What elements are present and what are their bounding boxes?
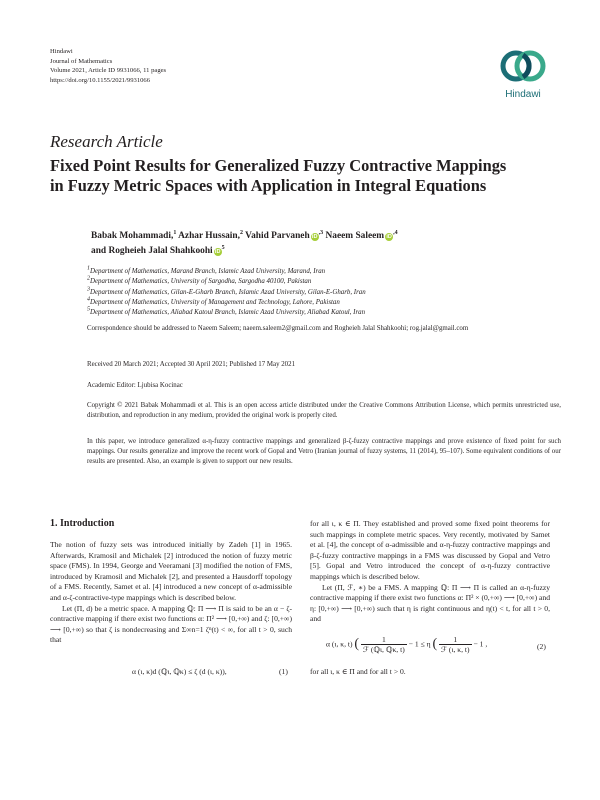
- eq2-numerator-b: 1: [439, 635, 472, 645]
- affiliation-list: [87, 267, 366, 318]
- right-paragraph-1: for all ι, κ ∈ Π. They established and proved some fixed point theorems for such mappings in complete metric spaces. Very recently, motivated by Samet et al. [4], the concept of α-admissible and α-η-fuzzy contractive mappings and β-ζ-fuzzy contractive mappings in a FMS was discussed by Gopal and Vetro [5]. Gopal and Vetro introduced the concept of α-η-fuzzy contractive mappings which is described below.: [310, 519, 550, 581]
- copyright-notice: Copyright © 2021 Babak Mohammadi et al. This is an open access article distributed under the Creative Commons Attribution License, which permits unrestricted use, distribution, and reproduction in any medium, provided the original work is properly cited.: [87, 402, 561, 420]
- affiliation-text: Department of Mathematics, Aliabad Katoul Branch, Islamic Azad University, Aliabad Katoul, Iran: [90, 309, 366, 317]
- left-paragraph-2: Let (Π, d) be a metric space. A mapping ℚ: Π ⟶ Π is said to be an α − ζ-contractive mapping if there exist two functions α: Π² ⟶ [0,+∞) and ζ: [0,+∞) ⟶ [0,+∞) so that ζ is nondecreasing and Σ∞n=1 ζⁿ(t) < ∞, for all t > 0, such that: [50, 603, 292, 645]
- eq2-lhs: α (ι, κ, t): [326, 639, 353, 649]
- equation-2-number: (2): [537, 642, 546, 651]
- affiliation-item: [87, 267, 366, 277]
- journal-publisher: Hindawi: [50, 48, 73, 55]
- journal-meta: [50, 47, 166, 85]
- eq2-middle: − 1 ≤ η: [408, 639, 431, 649]
- author-and: and: [91, 246, 107, 256]
- article-dates: Received 20 March 2021; Accepted 30 April 2021; Published 17 May 2021: [87, 361, 296, 368]
- hindawi-logo-icon: [496, 46, 550, 90]
- equation-1-number: (1): [279, 667, 288, 676]
- author-affil-sup: ,4: [393, 229, 398, 236]
- eq2-paren: (: [432, 636, 438, 652]
- orcid-icon[interactable]: iD: [311, 234, 318, 240]
- affiliation-sup: 4: [87, 296, 90, 303]
- author-name: Azhar Hussain,: [178, 231, 240, 241]
- journal-doi[interactable]: https://doi.org/10.1155/2021/9931066: [50, 76, 151, 84]
- journal-name: Journal of Mathematics: [50, 57, 113, 65]
- eq2-denominator-b: ℱ (ι, κ, t): [441, 645, 470, 654]
- author-name: Babak Mohammadi,: [91, 231, 174, 241]
- author-name: Naeem Saleem: [325, 231, 385, 241]
- equation-2: [326, 635, 487, 654]
- affiliation-text: Department of Mathematics, University of Sargodha, Sargodha 40100, Pakistan: [90, 278, 312, 286]
- author-affil-sup: 5: [221, 244, 225, 251]
- right-column: [310, 519, 550, 625]
- abstract: In this paper, we introduce generalized α-η-fuzzy contractive mappings and generalized β-ζ-fuzzy contractive mappings and prove existence of fixed point for such mappings. Our results generalize and improve the recent work of Gopal and Vetro (Iranian journal of fuzzy systems, 11 (2014), 95–107). Some equivalent conditions of our results are presented. Also, an example is given to support our new results.: [87, 438, 561, 466]
- affiliation-item: [87, 288, 366, 298]
- affiliation-sup: 1: [87, 265, 90, 272]
- orcid-icon[interactable]: iD: [386, 234, 392, 240]
- eq2-paren: (: [354, 636, 360, 652]
- author-name: Vahid Parvaneh: [245, 231, 310, 241]
- academic-editor: Academic Editor: Ljubisa Kocinac: [87, 382, 183, 389]
- author-affil-sup: ,3: [318, 229, 324, 236]
- article-type: Research Article: [50, 132, 163, 151]
- affiliation-text: Department of Mathematics, Gilan-E-Gharb Branch, Islamic Azad University, Gilan-E-Gharb, Iran: [90, 288, 366, 296]
- author-line-1: [91, 229, 561, 244]
- correspondence: Correspondence should be addressed to Naeem Saleem; naeem.saleem2@gmail.com and Rogheieh Jalal Shahkoohi; rog.jalal@gmail.com: [87, 325, 469, 332]
- right-paragraph-2: Let (Π, ℱ, ∗) be a FMS. A mapping ℚ: Π ⟶ Π is called an α-η-fuzzy contractive mapping if there exist two functions α: Π² × (0,+∞) ⟶ [0,+∞) and η: [0,+∞) ⟶ [0,+∞) such that η is right continuous and η(t) < t, for all t > 0, and: [310, 582, 550, 624]
- orcid-icon[interactable]: iD: [214, 249, 221, 255]
- logo-text: Hindawi: [505, 89, 541, 100]
- title-line-1: Fixed Point Results for Generalized Fuzzy Contractive Mappings: [50, 156, 507, 175]
- affiliation-item: [87, 277, 366, 287]
- author-name: Rogheieh Jalal Shahkoohi: [108, 246, 213, 256]
- author-affil-sup: 2: [239, 229, 243, 236]
- hindawi-logo: [496, 46, 550, 104]
- left-paragraph-1: The notion of fuzzy sets was introduced initially by Zadeh [1] in 1965. Afterwards, Kramosil and Michalek [2] introduced the notion of fuzzy metric space (FMS). In 1994, George and Veeramani [3] modified the notion of FMS, introduced by Kramosil and Michalek [2], and presented a Hausdorff topology of a FMS. Recently, Samet et al. [4] introduced a new concept of α-admissible and α-ζ-contractive-type mappings which is described below.: [50, 540, 292, 602]
- affiliation-item: [87, 298, 366, 308]
- author-affil-sup: 1: [173, 229, 177, 236]
- eq2-fraction-a: [361, 635, 407, 654]
- affiliation-text: Department of Mathematics, Marand Branch, Islamic Azad University, Marand, Iran: [90, 268, 326, 275]
- author-line-2: [91, 244, 561, 259]
- eq2-fraction-b: [439, 635, 472, 654]
- right-paragraph-3: for all ι, κ ∈ Π and for all t > 0.: [310, 667, 406, 676]
- left-column: [50, 540, 292, 646]
- eq2-denominator-a: ℱ (ℚι, ℚκ, t): [363, 645, 405, 654]
- eq2-end: − 1 ,: [473, 639, 488, 649]
- journal-volume: Volume 2021, Article ID 9931066, 11 pages: [50, 67, 167, 75]
- eq2-numerator-a: 1: [361, 635, 407, 645]
- paper-title: [50, 156, 560, 196]
- equation-1: α (ι, κ)d (ℚι, ℚκ) ≤ ζ (d (ι, κ)),: [132, 667, 227, 676]
- affiliation-sup: 2: [87, 276, 90, 282]
- author-list: [91, 229, 561, 259]
- section-heading: 1. Introduction: [50, 518, 115, 529]
- affiliation-item: [87, 308, 366, 318]
- affiliation-sup: 3: [87, 286, 90, 293]
- affiliation-sup: 5: [87, 306, 90, 313]
- title-line-2: in Fuzzy Metric Spaces with Application in Integral Equations: [50, 176, 487, 195]
- affiliation-text: Department of Mathematics, University of Management and Technology, Lahore, Pakistan: [90, 298, 340, 306]
